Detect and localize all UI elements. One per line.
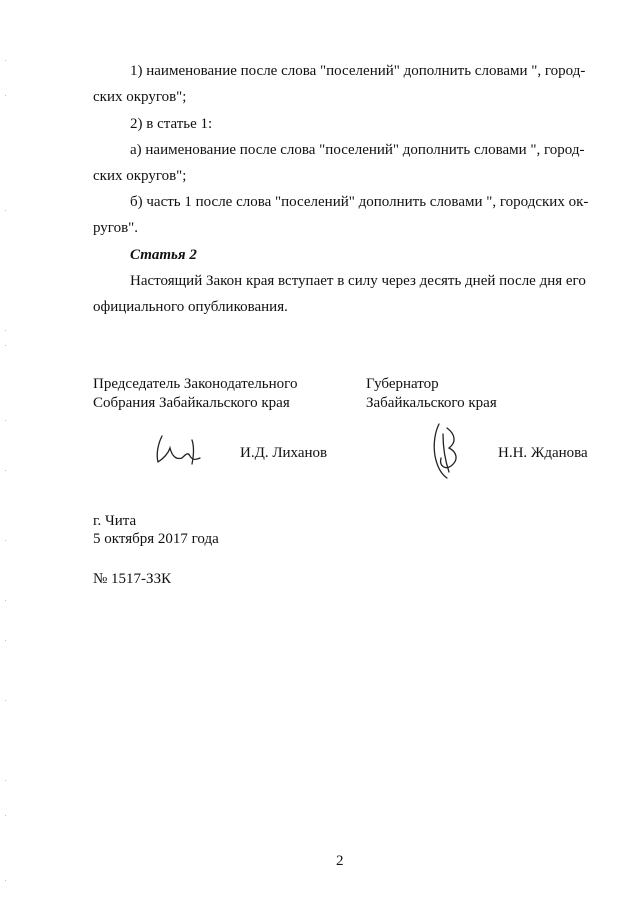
left-signatory-title-1: Председатель Законодательного: [93, 376, 298, 392]
article-2-heading: Статья 2: [130, 247, 197, 263]
right-signatory-name: Н.Н. Жданова: [498, 445, 588, 461]
right-signatory-title-2: Забайкальского края: [366, 395, 497, 411]
footer-city: г. Чита: [93, 513, 137, 529]
scan-margin-artifacts: [5, 0, 9, 905]
article-2-line-2: официального опубликования.: [93, 299, 288, 315]
body-line-1: 1) наименование после слова "поселений" дополнить словами ", город-: [130, 63, 586, 79]
footer-date: 5 октября 2017 года: [93, 531, 219, 547]
right-signatory-title-1: Губернатор: [366, 376, 439, 392]
left-signatory-name: И.Д. Лиханов: [240, 445, 328, 461]
footer-law-number: № 1517-ЗЗК: [93, 571, 172, 587]
body-line-7: ругов".: [93, 220, 139, 236]
body-line-6: б) часть 1 после слова "поселений" дополнить словами ", городских ок-: [130, 194, 589, 210]
body-line-3: 2) в статье 1:: [130, 116, 213, 132]
left-signatory-title-2: Собрания Забайкальского края: [93, 395, 290, 411]
page-number: 2: [336, 853, 344, 869]
body-line-4: а) наименование после слова "поселений" дополнить словами ", город-: [130, 142, 585, 158]
body-line-2: ских округов";: [93, 89, 187, 105]
body-line-5: ских округов";: [93, 168, 187, 184]
article-2-line-1: Настоящий Закон края вступает в силу через десять дней после дня его: [130, 273, 586, 289]
